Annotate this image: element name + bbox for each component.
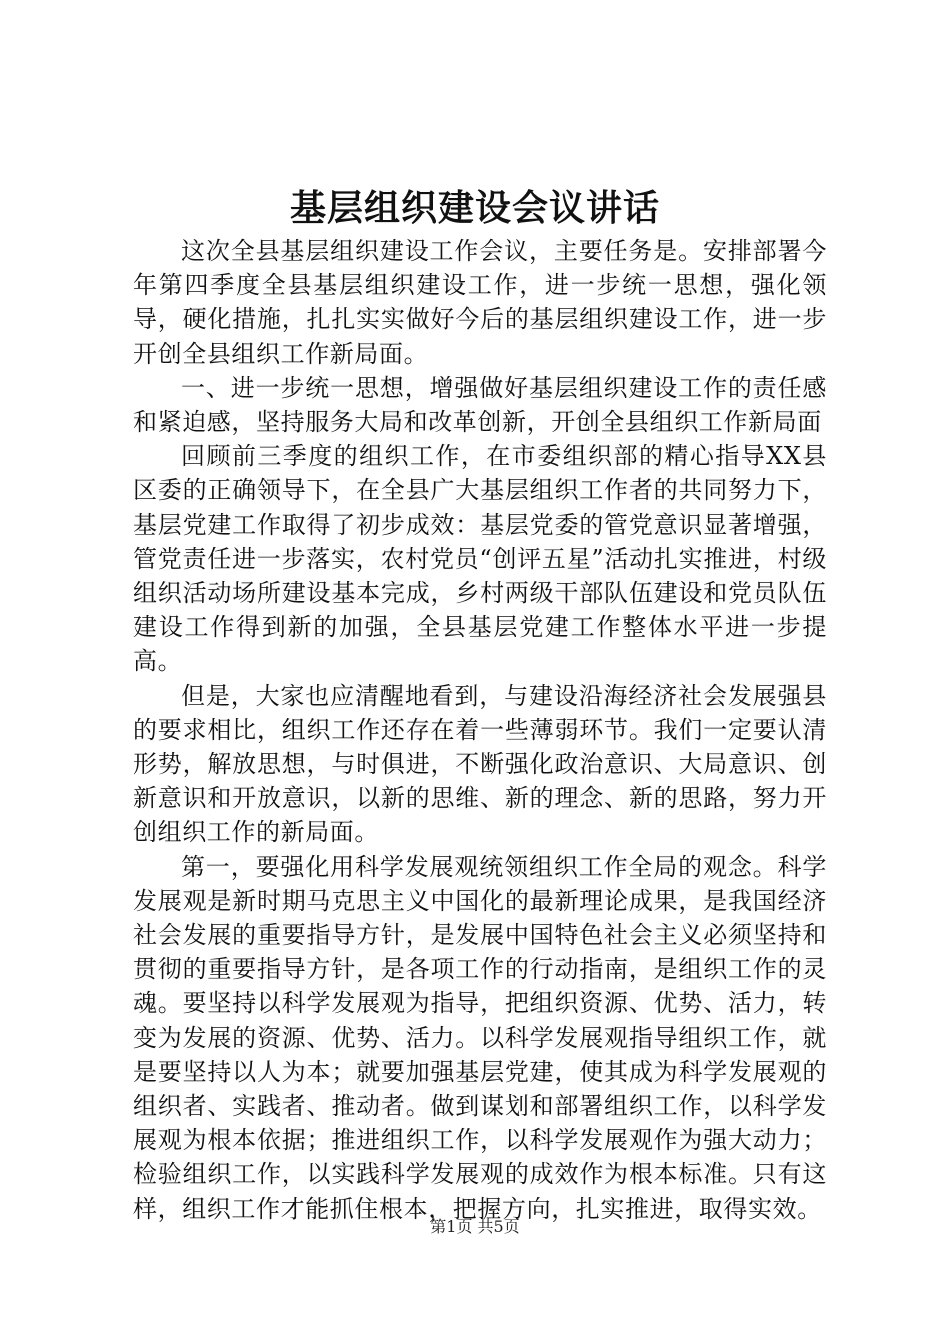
- page-number-footer: 第1页 共5页: [430, 1217, 520, 1236]
- paragraph-first-point: 第一，要强化用科学发展观统领组织工作全局的观念。科学发展观是新时期马克思主义中国化的最新理论成果，是我国经济社会发展的重要指导方针，是发展中国特色社会主义必须坚持和贯彻的重要指导方针，是各项工作的行动指南，是组织工作的灵魂。要坚持以科学发展观为指导，把组织资源、优势、活力，转变为发展的资源、优势、活力。以科学发展观指导组织工作，就是要坚持以人为本；就要加强基层党建，使其成为科学发展观的组织者、实践者、推动者。做到谋划和部署组织工作，以科学发展观为根本依据；推进组织工作，以科学发展观作为强大动力；检验组织工作，以实践科学发展观的成效作为根本标准。只有这样，组织工作才能抓住根本，把握方向，扎实推进，取得实效。: [133, 852, 827, 1223]
- paragraph-review: 回顾前三季度的组织工作，在市委组织部的精心指导XX县区委的正确领导下，在全县广大基层组织工作者的共同努力下，基层党建工作取得了初步成效：基层党委的管党意识显著增强，管党责任进一步落实，农村党员“创评五星”活动扎实推进，村级组织活动场所建设基本完成，乡村两级干部队伍建设和党员队伍建设工作得到新的加强，全县基层党建工作整体水平进一步提高。: [133, 442, 827, 676]
- document-body: [133, 234, 827, 1226]
- document-title: 基层组织建设会议讲话: [289, 187, 660, 229]
- paragraph-intro: 这次全县基层组织建设工作会议，主要任务是。安排部署今年第四季度全县基层组织建设工作，进一步统一思想，强化领导，硬化措施，扎扎实实做好今后的基层组织建设工作，进一步开创全县组织工作新局面。: [133, 237, 827, 368]
- paragraph-section-heading: 一、进一步统一思想，增强做好基层组织建设工作的责任感和紧迫感，坚持服务大局和改革创新，开创全县组织工作新局面: [133, 373, 827, 437]
- paragraph-however: 但是，大家也应清醒地看到，与建设沿海经济社会发展强县的要求相比，组织工作还存在着一些薄弱环节。我们一定要认清形势，解放思想，与时俱进，不断强化政治意识、大局意识、创新意识和开放意识，以新的思维、新的理念、新的思路，努力开创组织工作的新局面。: [133, 681, 827, 847]
